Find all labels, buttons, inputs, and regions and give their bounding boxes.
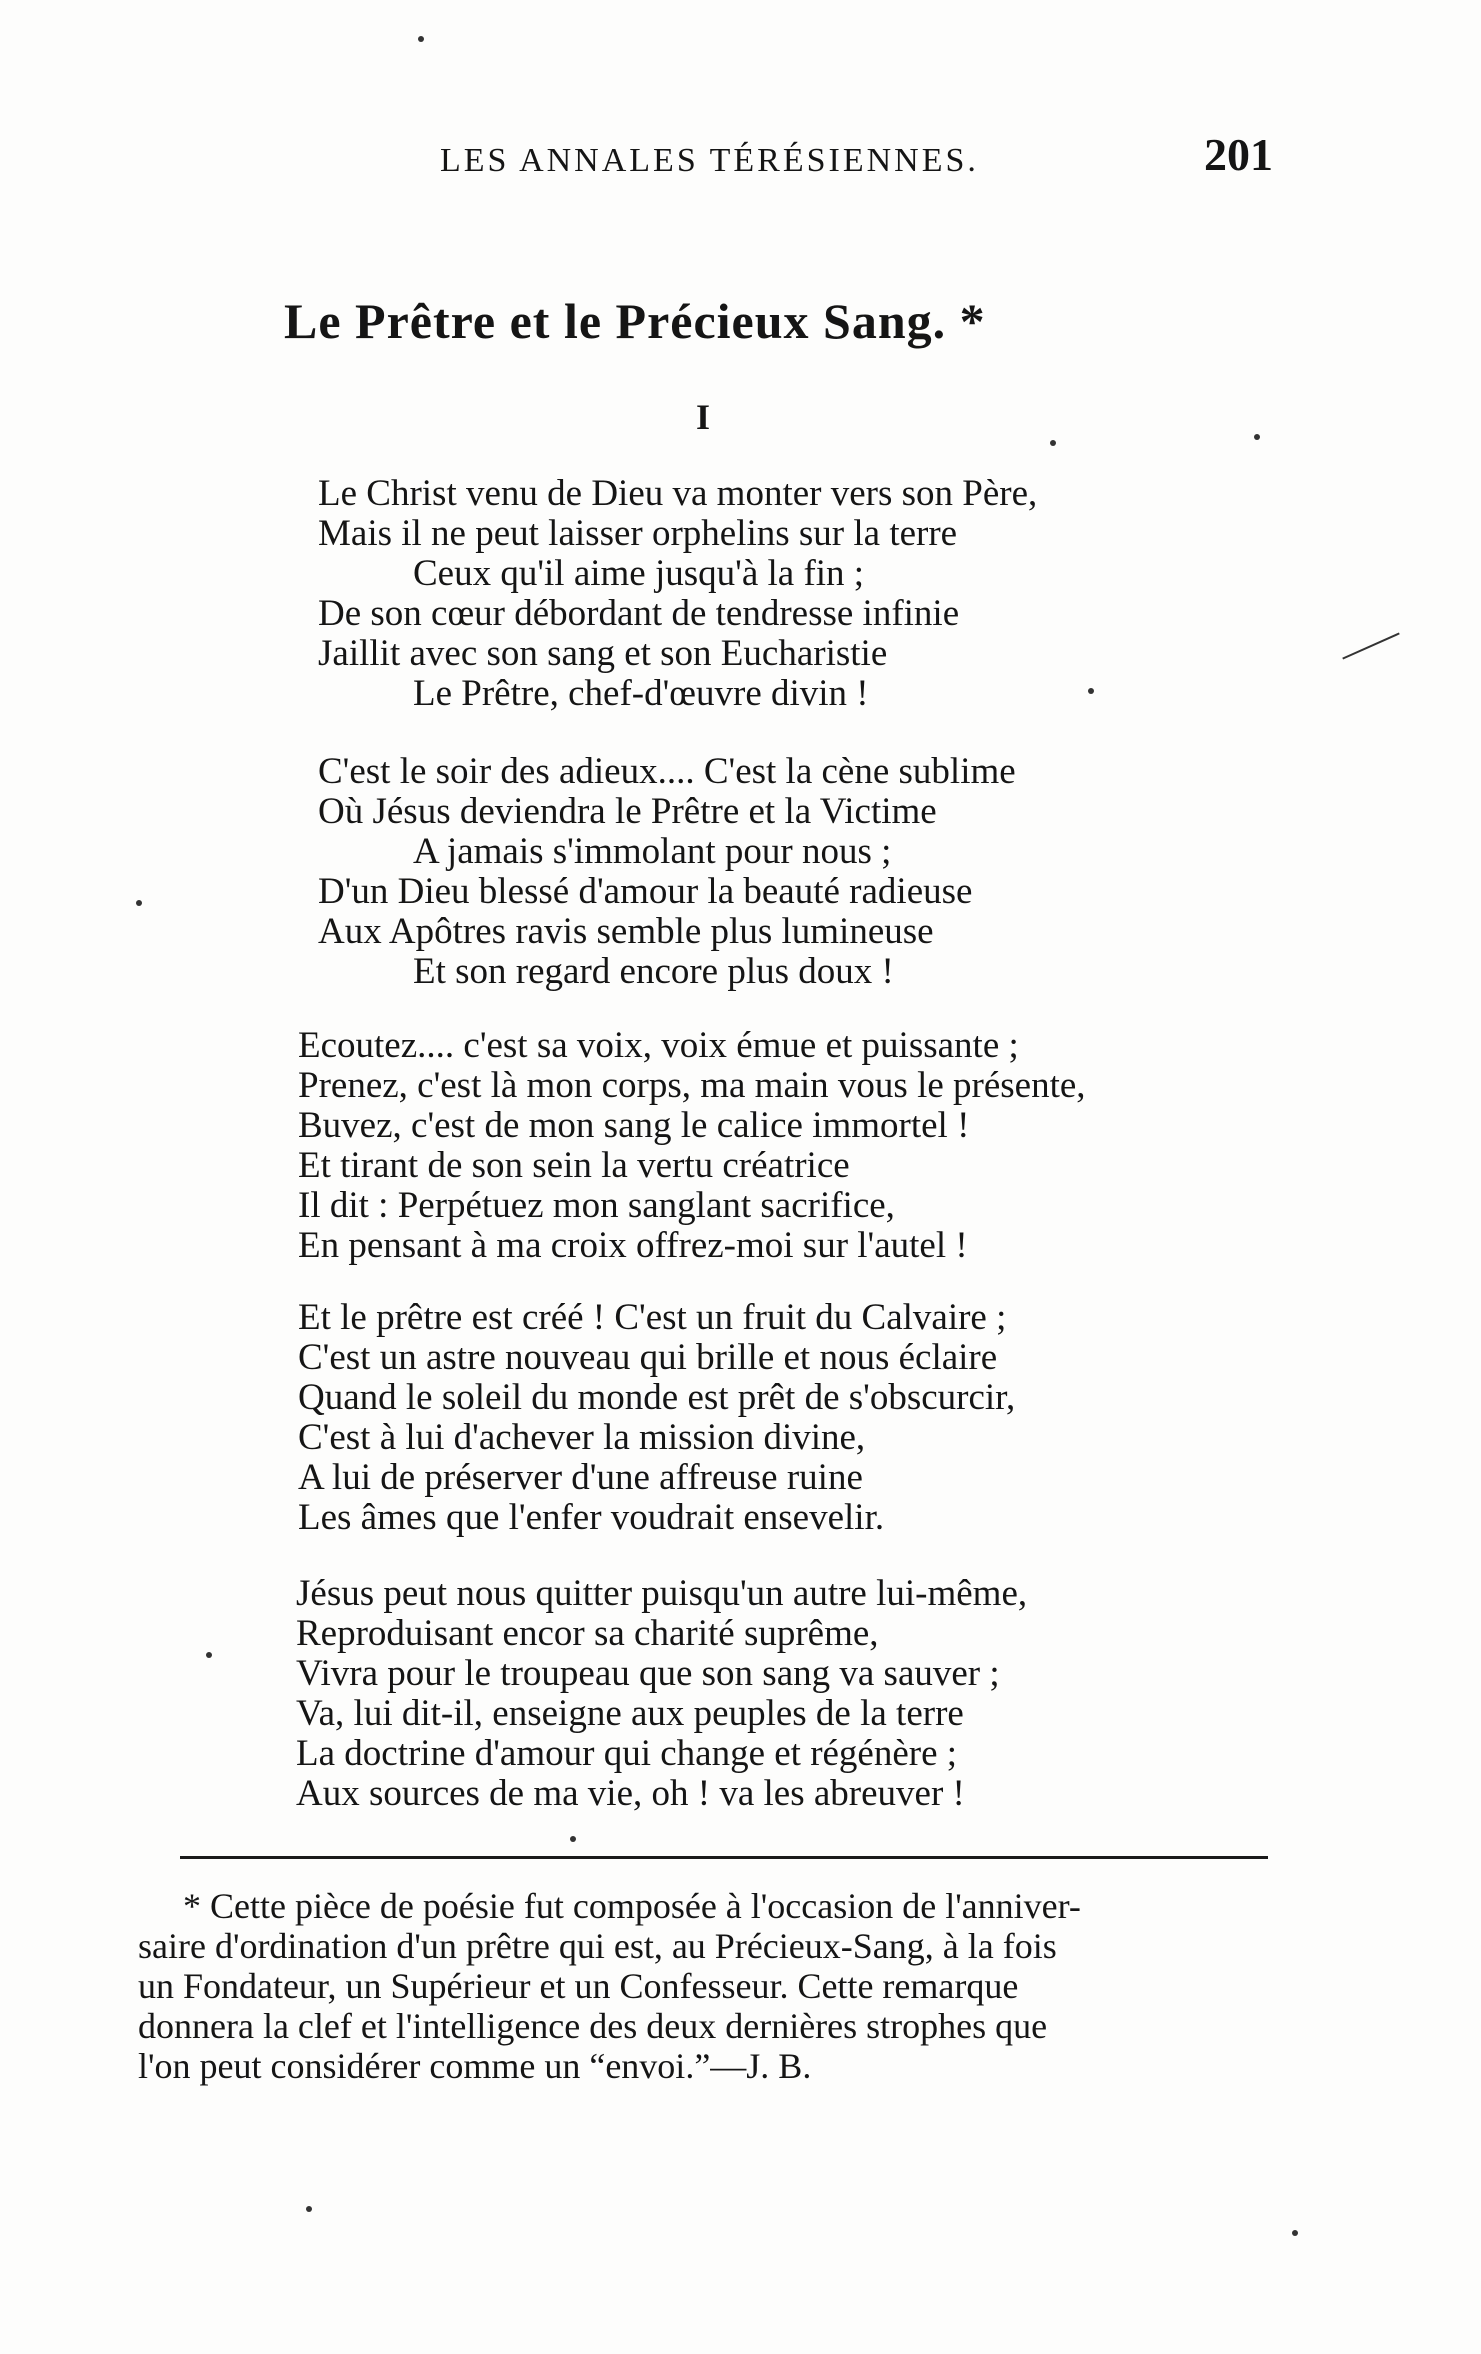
verse-line: Reproduisant encor sa charité suprême,: [296, 1613, 879, 1654]
footnote-line: * Cette pièce de poésie fut composée à l'occasion de l'anniver-: [183, 1886, 1081, 1926]
footnote-line: l'on peut considérer comme un “envoi.”—J. B.: [138, 2046, 812, 2086]
scan-speck: [1088, 688, 1094, 694]
verse-line: Va, lui dit-il, enseigne aux peuples de la terre: [296, 1693, 964, 1734]
verse-line: A jamais s'immolant pour nous ;: [413, 831, 892, 872]
scan-speck: [1050, 440, 1056, 446]
page-number: 201: [1204, 129, 1273, 180]
verse-line: Le Prêtre, chef-d'œuvre divin !: [413, 673, 869, 714]
scan-speck: [570, 1836, 576, 1842]
verse-line: Ecoutez.... c'est sa voix, voix émue et puissante ;: [298, 1025, 1019, 1066]
verse-line: Aux Apôtres ravis semble plus lumineuse: [318, 911, 934, 952]
verse-line: Il dit : Perpétuez mon sanglant sacrifice,: [298, 1185, 895, 1226]
verse-line: Et son regard encore plus doux !: [413, 951, 894, 992]
footnote-line: un Fondateur, un Supérieur et un Confesseur. Cette remarque: [138, 1966, 1019, 2006]
scan-scratch: [1342, 632, 1399, 659]
verse-line: A lui de préserver d'une affreuse ruine: [298, 1457, 863, 1498]
scan-speck: [1292, 2230, 1298, 2236]
scan-speck: [418, 36, 424, 42]
verse-line: Où Jésus deviendra le Prêtre et la Victime: [318, 791, 937, 832]
verse-line: Et tirant de son sein la vertu créatrice: [298, 1145, 850, 1186]
footnote: [138, 1886, 1268, 2086]
verse-line: Jaillit avec son sang et son Eucharistie: [318, 633, 888, 674]
section-numeral: I: [696, 397, 711, 437]
verse-line: Et le prêtre est créé ! C'est un fruit du Calvaire ;: [298, 1297, 1007, 1338]
verse-line: Quand le soleil du monde est prêt de s'obscurcir,: [298, 1377, 1016, 1418]
stanza-2: [318, 752, 1016, 992]
verse-line: Buvez, c'est de mon sang le calice immortel !: [298, 1105, 970, 1146]
footnote-line: donnera la clef et l'intelligence des deux dernières strophes que: [138, 2006, 1048, 2046]
stanza-4: [298, 1298, 1015, 1538]
verse-line: Ceux qu'il aime jusqu'à la fin ;: [413, 553, 865, 594]
footnote-divider: [180, 1856, 1268, 1859]
verse-line: Mais il ne peut laisser orphelins sur la terre: [318, 513, 958, 554]
verse-line: La doctrine d'amour qui change et régénère ;: [296, 1733, 958, 1774]
verse-line: Aux sources de ma vie, oh ! va les abreuver !: [296, 1773, 965, 1814]
stanza-3: [298, 1026, 1086, 1266]
stanza-5: [296, 1574, 1027, 1814]
scan-speck: [306, 2206, 312, 2212]
scan-speck: [1254, 434, 1260, 440]
verse-line: D'un Dieu blessé d'amour la beauté radieuse: [318, 871, 973, 912]
verse-line: Les âmes que l'enfer voudrait ensevelir.: [298, 1497, 885, 1538]
stanza-1: [318, 474, 1037, 714]
footnote-line: saire d'ordination d'un prêtre qui est, au Précieux-Sang, à la fois: [138, 1926, 1057, 1966]
running-head: LES ANNALES TÉRÉSIENNES.: [440, 142, 979, 179]
verse-line: C'est le soir des adieux.... C'est la cène sublime: [318, 751, 1016, 792]
poem-title: Le Prêtre et le Précieux Sang. *: [284, 293, 986, 349]
verse-line: De son cœur débordant de tendresse infinie: [318, 593, 960, 634]
verse-line: C'est à lui d'achever la mission divine,: [298, 1417, 866, 1458]
verse-line: C'est un astre nouveau qui brille et nous éclaire: [298, 1337, 998, 1378]
verse-line: Vivra pour le troupeau que son sang va sauver ;: [296, 1653, 1000, 1694]
verse-line: En pensant à ma croix offrez-moi sur l'autel !: [298, 1225, 968, 1266]
scan-speck: [206, 1652, 212, 1658]
verse-line: Prenez, c'est là mon corps, ma main vous le présente,: [298, 1065, 1086, 1106]
verse-line: Le Christ venu de Dieu va monter vers son Père,: [318, 473, 1038, 514]
scan-speck: [136, 900, 142, 906]
verse-line: Jésus peut nous quitter puisqu'un autre lui-même,: [296, 1573, 1028, 1614]
